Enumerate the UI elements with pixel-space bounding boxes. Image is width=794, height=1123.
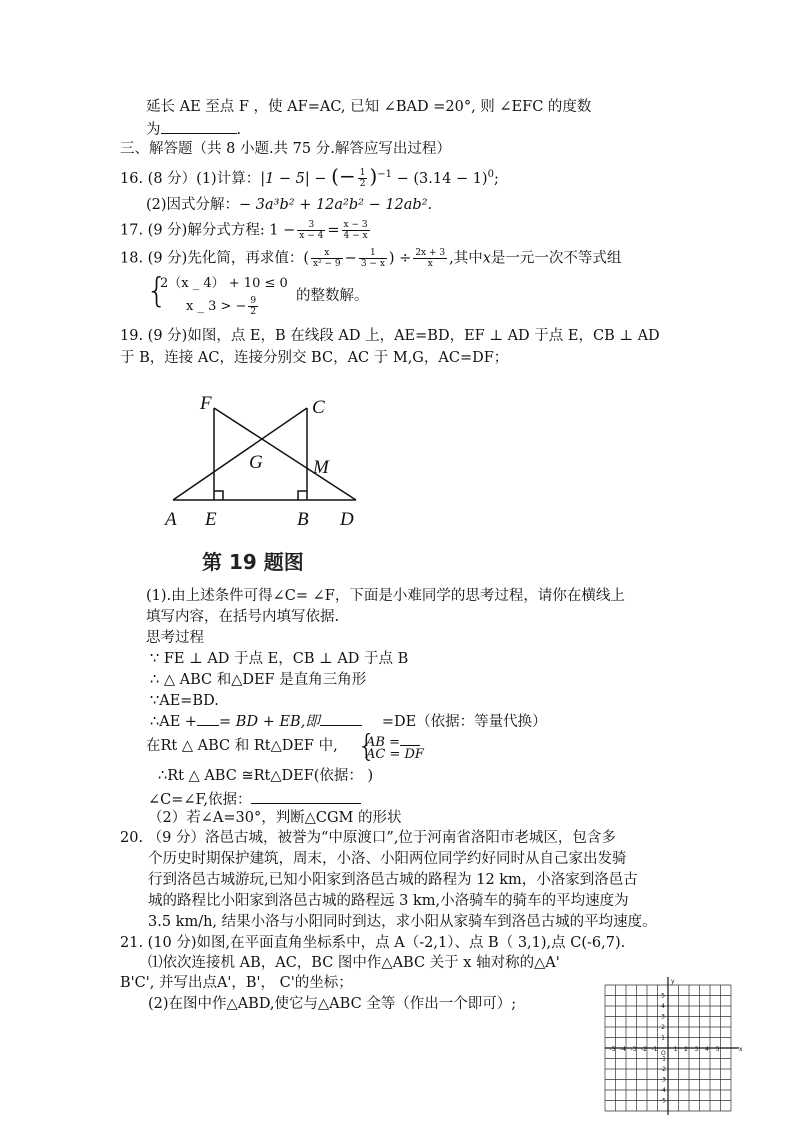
- q19-s4-c: =DE（依据：等量代换）: [381, 714, 547, 730]
- q18-f1-den: x² − 9: [312, 259, 341, 269]
- q18-f2-num: 1: [359, 248, 387, 259]
- x-axis-label: x: [739, 1046, 743, 1053]
- y-tick-label: -4: [660, 1087, 666, 1094]
- y-tick-label: 3: [661, 1013, 665, 1021]
- q19-s7-text: ∠C=∠F,依据：: [148, 792, 252, 808]
- q19-step7: [148, 789, 361, 809]
- q21-coordinate-grid: [600, 960, 760, 1120]
- q19-step4: [150, 711, 547, 731]
- q15-line2-suffix: .: [236, 122, 242, 138]
- q19-step5: 在Rt △ ABC 和 Rt△DEF 中,: [146, 738, 338, 754]
- q18-system-row1: 2（x _ 4） + 10 ≤ 0: [160, 276, 288, 291]
- q18-div: ) ÷: [388, 250, 412, 267]
- x-tick-label: -2: [641, 1046, 647, 1053]
- answer-blank: [251, 789, 361, 804]
- q15-line1: 延长 AE 至点 F ，使 AF=AC, 已知 ∠BAD =20°, 则 ∠EFC 的度数: [146, 99, 592, 115]
- y-tick-label: -5: [660, 1097, 666, 1105]
- q15-line2: [146, 119, 241, 139]
- q19-sub1-line1: (1).由上述条件可得∠C= ∠F，下面是小难同学的思考过程，请你在横线上: [146, 588, 625, 604]
- y-tick-label: 1: [661, 1034, 665, 1042]
- q16-p1-paren-open: (−: [331, 163, 356, 188]
- q17-f2-den: 4 − x: [343, 231, 368, 241]
- q18-f3-num: 2x + 3: [415, 248, 446, 258]
- y-tick-label: -1: [660, 1055, 666, 1063]
- q19-s5-r1: AB =: [366, 735, 400, 750]
- answer-blank: [197, 711, 219, 726]
- q19-line1: 19. (9 分)如图，点 E，B 在线段 AD 上，AE=BD，EF ⊥ AD 于点 E，CB ⊥ AD: [120, 328, 660, 344]
- x-tick-label: -3: [630, 1046, 637, 1053]
- segment-FD: [214, 408, 356, 500]
- q16-p1-exponent2: 0: [487, 169, 494, 180]
- label-A: A: [165, 509, 177, 530]
- y-tick-label: 2: [661, 1024, 665, 1031]
- q16-p1-frac-num: 1: [359, 168, 366, 179]
- q20-line1: 20. （9 分）洛邑古城，被誉为“中原渡口”,位于河南省洛阳市老城区，包含多: [120, 830, 616, 846]
- q17-fraction2: [342, 220, 370, 241]
- q19-sub2: （2）若∠A=30°，判断△CGM 的形状: [148, 810, 402, 826]
- q21-line1: 21. (10 分)如图,在平面直角坐标系中，点 A（-2,1）、点 B（ 3,1),点 C(-6,7).: [120, 935, 626, 951]
- q16-p2-expr: − 3a³b² + 12a²b² − 12ab².: [239, 197, 433, 213]
- x-tick-label: 1: [673, 1046, 678, 1053]
- segment-AC: [173, 408, 307, 500]
- label-D: D: [340, 509, 354, 530]
- q19-step2: ∴ △ ABC 和△DEF 是直角三角形: [150, 672, 367, 688]
- q19-caption: 第 19 题图: [202, 550, 304, 574]
- q17-f1-num: 3: [297, 220, 325, 231]
- q17: [120, 220, 372, 241]
- q18-line1: [120, 248, 621, 269]
- q18-prefix: 18. (9 分)先化简，再求值：(: [120, 250, 309, 267]
- y-axis-label: y: [671, 978, 675, 985]
- q18-system-row2: [186, 296, 260, 317]
- q21-line3: B'C', 并写出点A'，B'， C'的坐标；: [120, 975, 353, 991]
- q18-system-brace: {: [146, 271, 168, 311]
- q20-line3: 行到洛邑古城游玩,已知小阳家到洛邑古城的路程为 12 km，小洛家到洛邑古: [148, 872, 638, 888]
- q19-think-title: 思考过程: [146, 630, 204, 646]
- q19-step5-brace: {: [357, 729, 377, 764]
- y-tick-label: 4: [661, 1003, 665, 1010]
- x-tick-label: 4: [705, 1046, 709, 1053]
- q18-fraction3: [413, 248, 447, 269]
- x-tick-label: 3: [694, 1046, 699, 1053]
- q19-sub1-line2: 填写内容，在括号内填写依据.: [146, 609, 340, 625]
- q15-line2-prefix: 为: [146, 122, 161, 138]
- label-C: C: [312, 397, 325, 418]
- q19-line2: 于 B，连接 AC，连接分别交 BC，AC 于 M,G，AC=DF；: [120, 350, 509, 366]
- q18-sys2-a: x _ 3 > −: [186, 299, 247, 314]
- q18-fraction2: [359, 248, 387, 269]
- q18-fraction1: [311, 248, 343, 269]
- q18-minus: −: [344, 250, 357, 267]
- q19-step6: ∴Rt △ ABC ≅Rt△DEF(依据： ): [158, 768, 374, 784]
- q19-s4-b: = BD + EB,即: [219, 714, 320, 730]
- q16-p1-paren-close: ): [369, 163, 378, 188]
- x-tick-label: -4: [620, 1046, 626, 1053]
- q18-suffix2: 是一元一次不等式组: [490, 250, 622, 267]
- q20-line5: 3.5 km/h, 结果小洛与小阳同时到达，求小阳从家骑车到洛邑古城的平均速度。: [148, 914, 657, 930]
- q19-step3: ∵AE=BD.: [150, 693, 219, 709]
- q17-prefix: 17. (9 分)解分式方程: 1 −: [120, 222, 296, 239]
- q21-line4: (2)在图中作△ABD,使它与△ABC 全等（作出一个即可）;: [148, 996, 517, 1012]
- q16-part2: [146, 196, 432, 214]
- section-title: 三、解答题（共 8 小题.共 75 分.解答应写出过程）: [120, 141, 451, 157]
- q16-part1: [120, 163, 499, 190]
- q16-p1-expr-d: − (3.14 − 1): [392, 170, 488, 187]
- q16-p1-prefix: 16. (8 分）(1)计算：: [120, 170, 261, 187]
- q20-line2: 个历史时期保护建筑，周末，小洛、小阳两位同学约好同时从自己家出发骑: [148, 851, 627, 867]
- q18-system-tail: 的整数解。: [296, 288, 369, 304]
- label-M: M: [313, 457, 329, 478]
- q16-p1-frac-den: 2: [359, 179, 366, 190]
- q16-p2-prefix: (2)因式分解：: [146, 197, 240, 213]
- q16-p1-fraction: [358, 168, 368, 189]
- answer-blank: [161, 119, 237, 134]
- q18-f3-den: x: [427, 259, 433, 269]
- q16-p1-end: ;: [493, 170, 499, 187]
- q19-step1: ∵ FE ⊥ AD 于点 E，CB ⊥ AD 于点 B: [150, 651, 409, 667]
- origin-label: O: [661, 1050, 666, 1057]
- q19-s4-a: ∴AE +: [150, 714, 198, 730]
- q17-fraction1: [297, 220, 325, 241]
- q18-f1-num: x: [311, 248, 343, 259]
- q19-step5-row2: AC = DF: [366, 747, 424, 762]
- label-B: B: [297, 509, 309, 530]
- q21-line2: ⑴依次连接机 AB，AC，BC 图中作△ABC 关于 x 轴对称的△A': [148, 955, 560, 971]
- x-tick-label: 2: [684, 1046, 688, 1053]
- q19-figure: [160, 387, 400, 587]
- right-angle-B: [298, 491, 307, 500]
- q18-suffix: ,其中: [449, 250, 483, 267]
- x-tick-label: -1: [651, 1046, 658, 1053]
- q18-var: x: [482, 250, 491, 267]
- label-E: E: [205, 509, 217, 530]
- y-tick-label: -3: [660, 1076, 666, 1084]
- label-G: G: [249, 452, 263, 473]
- q18-sys2-fraction: [248, 296, 258, 317]
- y-tick-label: -2: [660, 1066, 666, 1073]
- right-angle-E: [214, 491, 223, 500]
- q17-eq: =: [327, 222, 340, 239]
- x-tick-label: -5: [609, 1046, 616, 1053]
- q18-f2-den: 3 − x: [360, 259, 385, 269]
- q16-p1-exponent1: −1: [377, 169, 393, 180]
- q20-line4: 城的路程比小阳家到洛邑古城的路程远 3 km,小洛骑车的骑车的平均速度为: [148, 893, 629, 909]
- answer-blank: [320, 711, 362, 726]
- x-tick-label: 5: [715, 1046, 720, 1053]
- q18-sys2-den: 2: [250, 307, 257, 317]
- q18-sys2-num: 9: [250, 296, 257, 306]
- q17-f1-den: x − 4: [299, 231, 324, 241]
- label-F: F: [200, 393, 212, 414]
- q17-f2-num: x − 3: [343, 220, 368, 230]
- q16-p1-expr-a: |1 − 5| −: [260, 170, 332, 187]
- y-tick-label: 5: [661, 992, 665, 1000]
- answer-blank: [400, 731, 420, 746]
